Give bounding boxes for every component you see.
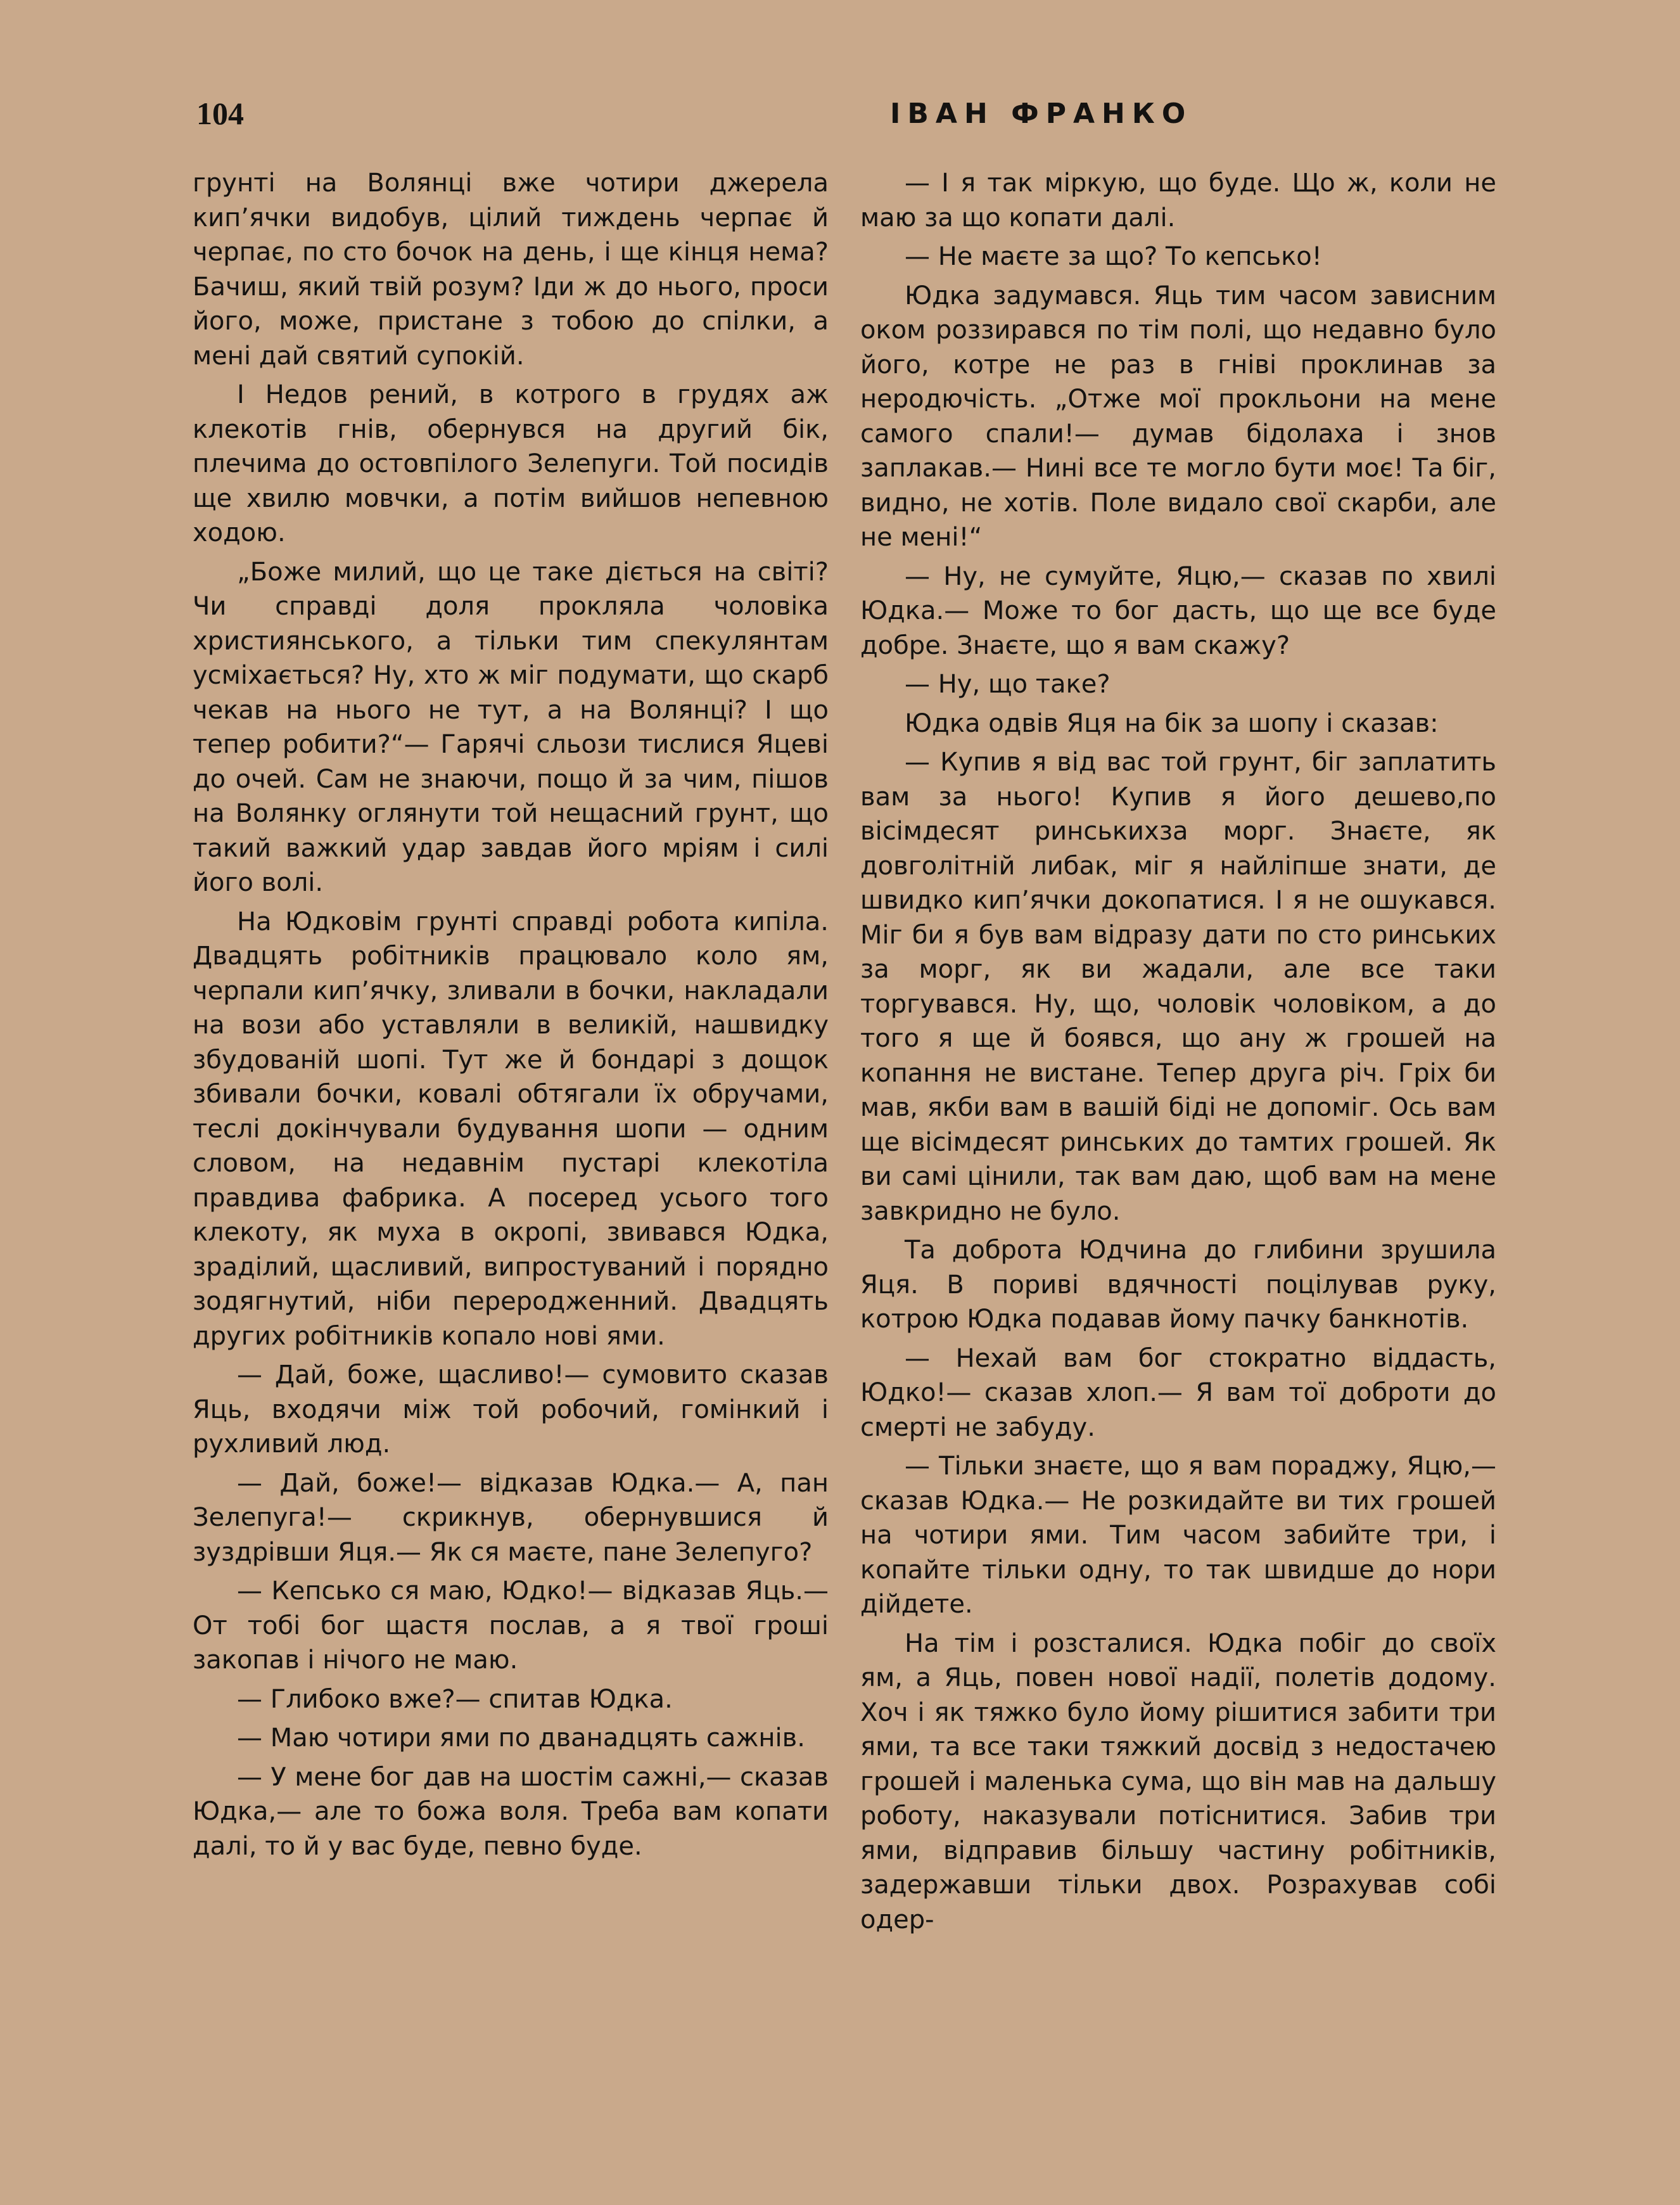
paragraph: Та доброта Юдчина до глибини зрушила Яця. В пориві вдячності поцілував руку, котрою Юдка подавав йому пачку банкнотів.	[860, 1236, 1496, 1334]
paragraph: — Тільки знаєте, що я вам пораджу, Яцю,— сказав Юдка.— Не розкидайте ви тих грошей на чотири ями. Тим часом забийте три, і копайте тільки одну, то так швидше до нори дійдете.	[860, 1452, 1496, 1619]
page-number: 104	[196, 96, 244, 131]
paragraph: — Дай, боже!— відказав Юдка.— А, пан Зелепуга!— скрикнув, обернувшися й зуздрівши Яця.— Як ся маєте, пане Зелепуго?	[193, 1468, 829, 1567]
paragraph: — Маю чотири ями по дванадцять сажнів.	[237, 1723, 805, 1753]
paragraph: На тім і розсталися. Юдка побіг до своїх ям, а Яць, повен нової надії, полетів додому. Хоч і як тяжко було йому рішитися забити три ями, та все таки тяжкий досвід з недостачею грошей і маленька сума, що він мав на дальшу роботу, наказували потіснитися. Забив три ями, відправив більшу частину робітників, задержавши тільки двох. Розрахував собі одер-	[860, 1628, 1496, 1934]
page-header	[196, 95, 1489, 139]
paragraph: — У мене бог дав на шостім сажні,— сказав Юдка,— але то божа воля. Треба вам копати далі, то й у вас буде, певно буде.	[193, 1762, 829, 1861]
paragraph: — Нехай вам бог стократно віддасть, Юдко!— сказав хлоп.— Я вам тої доброти до смерті не забуду.	[860, 1343, 1496, 1442]
paragraph: — Не маєте за що? То кепсько!	[905, 242, 1322, 271]
paragraph: грунті на Волянці вже чотири джерела кип’ячки видобув, цілий тиждень черпає й черпає, по сто бочок на день, і ще кінця нема? Бачиш, який твій розум? Іди ж до нього, проси його, може, пристане з тобою до спілки, а мені дай святий супокій.	[193, 169, 829, 371]
paragraph: — Дай, боже, щасливо!— сумовито сказав Яць, входячи між той робочий, гомінкий і рухливий люд.	[193, 1360, 829, 1459]
paragraph: „Боже милий, що це таке діється на світі? Чи справді доля прокляла чоловіка християнського, а тільки тим спекулянтам усміхається? Ну, хто ж міг подумати, що скарб чекав на нього не тут, а на Волянці? І що тепер робити?“— Гарячі сльози тислися Яцеві до очей. Сам не знаючи, пощо й за чим, пішов на Волянку оглянути той нещасний грунт, що такий важкий удар завдав його мріям і силі його волі.	[193, 557, 829, 897]
paragraph: На Юдковім грунті справді робота кипіла. Двадцять робітників працювало коло ям, черпали кип’ячку, зливали в бочки, накладали на вози або уставляли в великій, нашвидку збудованій шопі. Тут же й бондарі з дощок збивали бочки, ковалі обтягали їх обручами, теслі докінчували будування шопи — одним словом, на недавнім пустарі клекотіла правдива фабрика. А посеред усього того клекоту, як муха в окропі, звивався Юдка, зраділий, щасливий, випростуваний і порядно зодягнутий, ніби переродженний. Двадцять других робітників копало нові ями.	[193, 907, 829, 1351]
paragraph: — Кепсько ся маю, Юдко!— відказав Яць.— От тобі бог щастя послав, а я твої гроші закопав і нічого не маю.	[193, 1576, 829, 1675]
right-text-column	[860, 166, 1496, 1941]
paragraph: — Глибоко вже?— спитав Юдка.	[237, 1684, 673, 1714]
left-text-column	[193, 166, 829, 1868]
paragraph: — Ну, що таке?	[905, 670, 1110, 699]
paragraph: І Недов рений, в котрого в грудях аж клекотів гнів, обернувся на другий бік, плечима до остовпілого Зелепуги. Той посидів ще хвилю мовчки, а потім вийшов непевною ходою.	[193, 380, 829, 547]
paragraph: Юдка одвів Яця на бік за шопу і сказав:	[905, 708, 1439, 738]
paragraph: — Ну, не сумуйте, Яцю,— сказав по хвилі Юдка.— Може то бог дасть, що ще все буде добре. Знаєте, що я вам скажу?	[860, 561, 1496, 660]
paragraph: — Купив я від вас той грунт, біг заплатить вам за нього! Купив я його дешево,по вісімдесят ринськихза морг. Знаєте, як довголітній либак, міг я найліпше знати, де швидко кип’ячки докопатися. І я не ошукався. Міг би я був вам відразу дати по сто ринських за морг, як ви жадали, але все таки торгувався. Ну, що, чоловік чоловіком, а до того я ще й боявся, що ану ж грошей на копання не вистане. Тепер друга річ. Гріх би мав, якби вам в вашій біді не допоміг. Ось вам ще вісімдесят ринських до тамтих грошей. Як ви самі цінили, так вам даю, щоб вам на мене завкридно не було.	[860, 748, 1496, 1226]
paragraph: Юдка задумався. Яць тим часом зависним оком роззирався по тім полі, що недавно було його, котре не раз в гніві проклинав за неродючість. „Отже мої прокльони на мене самого спали!— думав бідолаха і знов заплакав.— Нині все те могло бути моє! Та біг, видно, не хотів. Поле видало свої скарби, але не мені!“	[860, 281, 1496, 552]
running-title: ІВАН ФРАНКО	[890, 98, 1193, 130]
paragraph: — І я так міркую, що буде. Що ж, коли не маю за що копати далі.	[860, 169, 1496, 233]
